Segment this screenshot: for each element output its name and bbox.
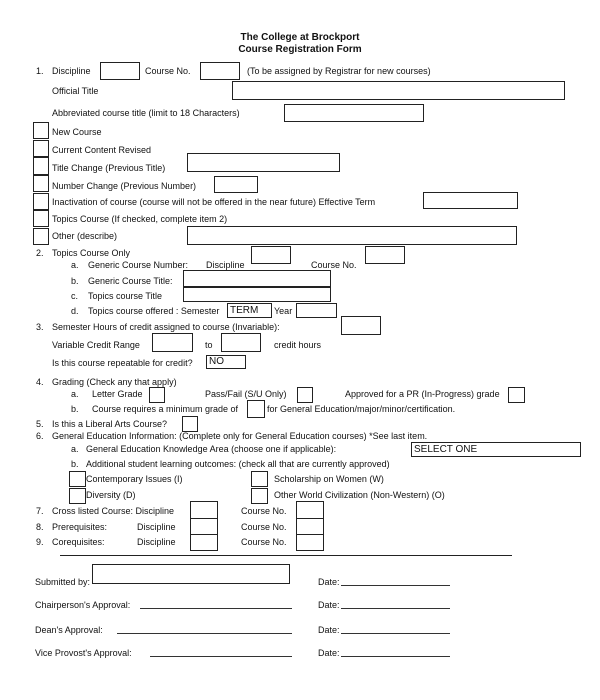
sub-letter: b. <box>71 276 79 286</box>
course-no-label: Course No. <box>241 522 287 532</box>
abbrev-title-field[interactable] <box>284 104 424 122</box>
coreq-discipline-field[interactable] <box>190 534 218 551</box>
submitted-by-field[interactable] <box>92 564 290 584</box>
pr-grade-checkbox[interactable] <box>508 387 525 403</box>
topics-heading: Topics Course Only <box>52 248 131 258</box>
min-grade-suffix: for General Education/major/minor/certification. <box>267 404 456 414</box>
item-number: 3. <box>36 322 44 332</box>
sub-letter: b. <box>71 404 79 414</box>
vp-signature-line[interactable] <box>150 656 292 657</box>
world-civ-label: Other World Civilization (Non-Western) (O) <box>274 490 445 500</box>
outcomes-label: Additional student learning outcomes: (check all that are currently approved) <box>86 459 390 469</box>
gen-ed-label: General Education Information: (Complete only for General Education courses) *See last item. <box>52 431 428 441</box>
knowledge-area-label: General Education Knowledge Area (choose one if applicable): <box>86 444 337 454</box>
form-title: Course Registration Form <box>238 44 362 55</box>
to-label: to <box>205 340 213 350</box>
date-line[interactable] <box>341 656 450 657</box>
other-label: Other (describe) <box>52 231 118 241</box>
discipline-label: Discipline <box>137 537 176 547</box>
dean-approval-label: Dean's Approval: <box>35 625 103 635</box>
credit-hours-label: Semester Hours of credit assigned to course (Invariable): <box>52 322 280 332</box>
official-title-label: Official Title <box>52 86 99 96</box>
cross-listed-label: Cross listed Course: Discipline <box>52 506 175 516</box>
number-change-checkbox[interactable] <box>33 175 49 192</box>
sub-letter: a. <box>71 389 79 399</box>
date-line[interactable] <box>341 633 450 634</box>
chair-signature-line[interactable] <box>140 608 292 609</box>
year-field[interactable] <box>296 303 337 318</box>
sub-letter: d. <box>71 306 79 316</box>
discipline-label: Discipline <box>52 66 91 76</box>
sub-letter: b. <box>71 459 79 469</box>
date-label: Date: <box>318 577 340 587</box>
new-course-label: New Course <box>52 127 102 137</box>
submitted-by-label: Submitted by: <box>35 577 91 587</box>
pass-fail-label: Pass/Fail (S/U Only) <box>205 389 287 399</box>
topics-title-label: Topics course Title <box>88 291 163 301</box>
semester-select[interactable]: TERM <box>227 303 272 318</box>
item-number: 2. <box>36 248 44 258</box>
grading-label: Grading (Check any that apply) <box>52 377 177 387</box>
new-course-checkbox[interactable] <box>33 122 49 139</box>
cross-discipline-field[interactable] <box>190 501 218 519</box>
form-institution: The College at Brockport <box>240 32 360 43</box>
credit-hours-suffix: credit hours <box>274 340 322 350</box>
knowledge-area-select[interactable]: SELECT ONE <box>411 442 581 457</box>
range-to-field[interactable] <box>221 333 261 352</box>
item-number: 1. <box>36 66 44 76</box>
discipline-label: Discipline <box>137 522 176 532</box>
vp-approval-label: Vice Provost's Approval: <box>35 648 132 658</box>
assign-note: (To be assigned by Registrar for new courses) <box>247 66 431 76</box>
variable-range-label: Variable Credit Range <box>52 340 140 350</box>
generic-number-label: Generic Course Number: <box>88 260 189 270</box>
item-number: 5. <box>36 419 44 429</box>
discipline-label: Discipline <box>206 260 245 270</box>
topics-course-no-field[interactable] <box>365 246 405 264</box>
item-number: 9. <box>36 537 44 547</box>
content-revised-checkbox[interactable] <box>33 140 49 157</box>
course-no-label: Course No. <box>241 506 287 516</box>
course-no-label: Course No. <box>145 66 191 76</box>
pr-grade-label: Approved for a PR (In-Progress) grade <box>345 389 500 399</box>
date-label: Date: <box>318 625 340 635</box>
topics-course-checkbox[interactable] <box>33 210 49 227</box>
topics-discipline-field[interactable] <box>251 246 291 264</box>
previous-number-field[interactable] <box>214 176 258 193</box>
course-no-label: Course No. <box>311 260 357 270</box>
other-describe-field[interactable] <box>187 226 517 245</box>
liberal-arts-label: Is this a Liberal Arts Course? <box>52 419 168 429</box>
item-number: 7. <box>36 506 44 516</box>
sub-letter: a. <box>71 260 79 270</box>
item-number: 4. <box>36 377 44 387</box>
title-change-checkbox[interactable] <box>33 157 49 175</box>
repeatable-label: Is this course repeatable for credit? <box>52 358 193 368</box>
item-number: 8. <box>36 522 44 532</box>
date-label: Date: <box>318 600 340 610</box>
sub-letter: c. <box>71 291 79 301</box>
number-change-label: Number Change (Previous Number) <box>52 181 197 191</box>
course-no-field[interactable] <box>200 62 240 80</box>
effective-term-field[interactable] <box>423 192 518 209</box>
topics-course-label: Topics Course (If checked, complete item 2) <box>52 214 228 224</box>
title-change-label: Title Change (Previous Title) <box>52 163 166 173</box>
course-no-label: Course No. <box>241 537 287 547</box>
divider <box>60 555 512 556</box>
letter-grade-checkbox[interactable] <box>149 387 165 403</box>
pass-fail-checkbox[interactable] <box>297 387 313 403</box>
date-line[interactable] <box>341 585 450 586</box>
generic-title-label: Generic Course Title: <box>88 276 173 286</box>
item-number: 6. <box>36 431 44 441</box>
inactivation-checkbox[interactable] <box>33 193 49 210</box>
previous-title-field[interactable] <box>187 153 340 172</box>
sub-letter: a. <box>71 444 79 454</box>
women-checkbox[interactable] <box>251 471 268 487</box>
women-label: Scholarship on Women (W) <box>274 474 384 484</box>
contemporary-checkbox[interactable] <box>69 471 86 487</box>
repeatable-select[interactable]: NO <box>206 355 246 369</box>
min-grade-label: Course requires a minimum grade of <box>92 404 239 414</box>
world-civ-checkbox[interactable] <box>251 488 268 504</box>
letter-grade-label: Letter Grade <box>92 389 143 399</box>
discipline-field[interactable] <box>100 62 140 80</box>
range-from-field[interactable] <box>152 333 193 352</box>
dean-signature-line[interactable] <box>117 633 292 634</box>
prerequisites-label: Prerequisites: <box>52 522 108 532</box>
chair-approval-label: Chairperson's Approval: <box>35 600 131 610</box>
other-checkbox[interactable] <box>33 228 49 245</box>
content-revised-label: Current Content Revised <box>52 145 152 155</box>
generic-title-field[interactable] <box>183 270 331 287</box>
diversity-checkbox[interactable] <box>69 488 86 504</box>
coreq-course-no-field[interactable] <box>296 534 324 551</box>
year-label: Year <box>274 306 293 316</box>
date-label: Date: <box>318 648 340 658</box>
offered-label: Topics course offered : Semester <box>88 306 220 316</box>
date-line[interactable] <box>341 608 450 609</box>
cross-course-no-field[interactable] <box>296 501 324 519</box>
abbrev-title-label: Abbreviated course title (limit to 18 Characters) <box>52 108 240 118</box>
inactivation-label: Inactivation of course (course will not be offered in the near future) Effective Term <box>52 197 376 207</box>
liberal-arts-checkbox[interactable] <box>182 416 198 432</box>
corequisites-label: Corequisites: <box>52 537 105 547</box>
official-title-field[interactable] <box>232 81 565 100</box>
topics-title-field[interactable] <box>183 287 331 302</box>
diversity-label: Diversity (D) <box>86 490 136 500</box>
contemporary-label: Contemporary Issues (I) <box>86 474 183 484</box>
credit-hours-field[interactable] <box>341 316 381 335</box>
min-grade-field[interactable] <box>247 400 265 418</box>
